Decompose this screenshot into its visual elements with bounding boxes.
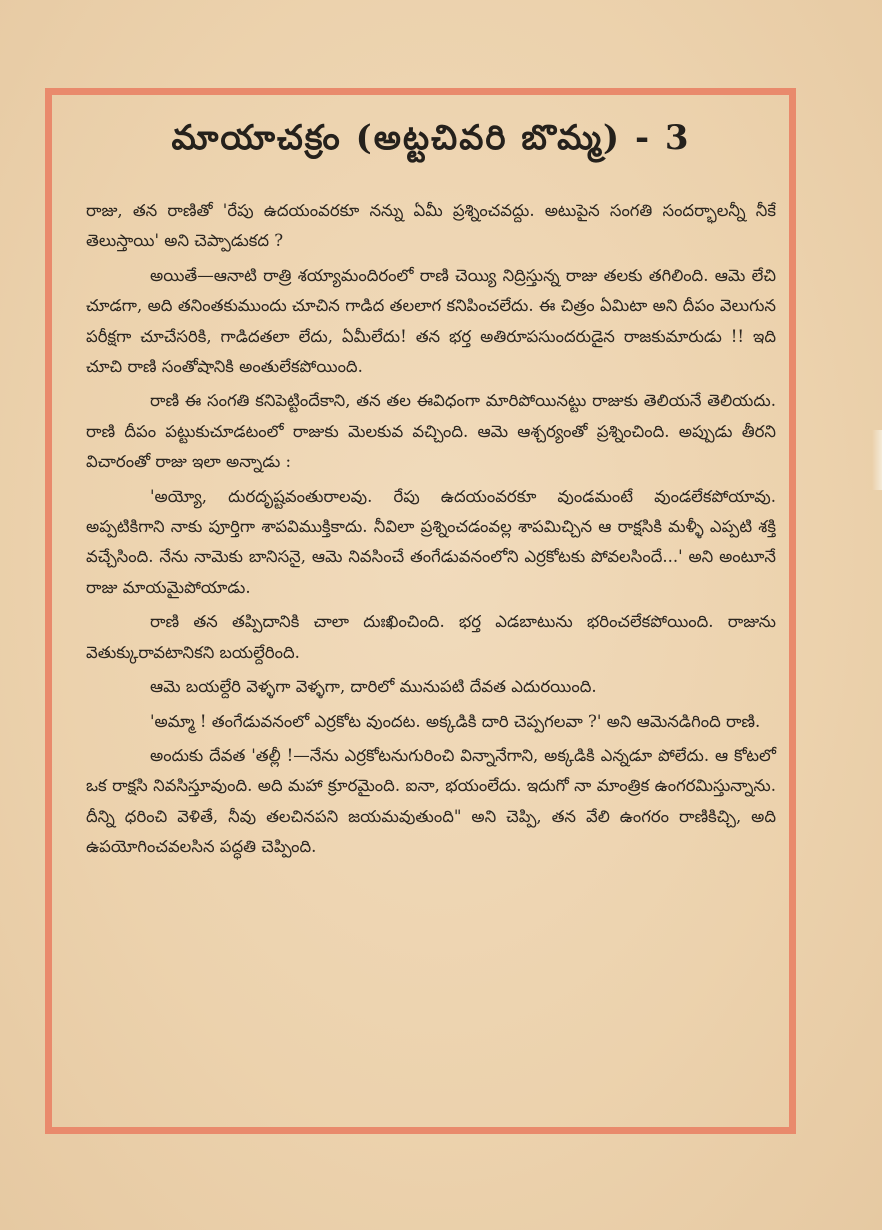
page-title: మాయాచక్రం (అట్టచివరి బొమ్మ) - 3 (171, 118, 691, 158)
page-edge-mark (872, 430, 882, 490)
paragraph-5: రాణి తన తప్పిదానికి చాలా దుఃఖించింది. భర్త ఎడబాటును భరించలేకపోయింది. రాజును వెతుక్కురావటానికని బయల్దేరింది. (86, 612, 776, 662)
paragraph-7: 'అమ్మా ! తంగేడువనంలో ఎర్రకోట వుందట. అక్కడికి దారి చెప్పగలవా ?' అని ఆమెనడిగింది రాణి. (150, 711, 761, 731)
paragraph-1: రాజు, తన రాణితో 'రేపు ఉదయంవరకూ నన్ను ఏమీ ప్రశ్నించవద్దు. అటుపైన సంగతి సందర్భాలన్నీ నీకే తెలుస్తాయి' అని చెప్పాడుకద ? (86, 201, 776, 251)
paragraph-4: 'అయ్యో, దురదృష్టవంతురాలవు. రేపు ఉదయంవరకూ వుండమంటే వుండలేకపోయావు. అప్పటికిగాని నాకు పూర్తిగా శాపవిముక్తికాదు. నీవిలా ప్రశ్నించడంవల్ల శాపమిచ్చిన ఆ రాక్షసికి మళ్ళీ ఎప్పటి శక్తి వచ్చేసింది. నేను నామెకు బానిసనై, ఆమె నివసించే తంగేడువనంలోని ఎర్రకోటకు పోవలసిందే...' అని అంటూనే రాజు మాయమైపోయాడు. (86, 486, 776, 597)
paragraph-3: రాణి ఈ సంగతి కనిపెట్టిందేకాని, తన తల ఈవిధంగా మారిపోయినట్టు రాజుకు తెలియనే తెలియదు. రాణి దీపం పట్టుకుచూడటంలో రాజుకు మెలకువ వచ్చింది. ఆమె ఆశ్చర్యంతో ప్రశ్నించింది. అప్పుడు తీరని విచారంతో రాజు ఇలా అన్నాడు : (86, 391, 776, 472)
paragraph-2: అయితే—ఆనాటి రాత్రి శయ్యామందిరంలో రాణి చెయ్యి నిద్రిస్తున్న రాజు తలకు తగిలింది. ఆమె లేచి చూడగా, అది తనింతకుముందు చూచిన గాడిద తలలాగ కనిపించలేదు. ఈ చిత్రం ఏమిటా అని దీపం వెలుగున పరీక్షగా చూచేసరికి, గాడిదతలా లేదు, ఏమీలేదు! తన భర్త అతిరూపసుందరుడైన రాజకుమారుడు !! ఇది చూచి రాణి సంతోషానికి అంతులేకపోయింది. (86, 265, 776, 377)
document-body (86, 110, 776, 867)
paragraph-8: అందుకు దేవత 'తల్లీ !—నేను ఎర్రకోటనుగురించి విన్నానేగాని, అక్కడికి ఎన్నడూ పోలేదు. ఆ కోటలో ఒక రాక్షసి నివసిస్తూవుంది. అది మహా క్రూరమైంది. ఐనా, భయంలేదు. ఇదుగో నా మాంత్రిక ఉంగరమిస్తున్నాను. దీన్ని ధరించి వెళితే, నీవు తలచినపని జయమవుతుంది" అని చెప్పి, తన వేలి ఉంగరం రాణికిచ్చి, అది ఉపయోగించవలసిన పద్ధతి చెప్పింది. (86, 745, 776, 857)
paragraph-6: ఆమె బయల్దేరి వెళ్ళగా వెళ్ళగా, దారిలో మునుపటి దేవత ఎదురయింది. (150, 677, 597, 697)
